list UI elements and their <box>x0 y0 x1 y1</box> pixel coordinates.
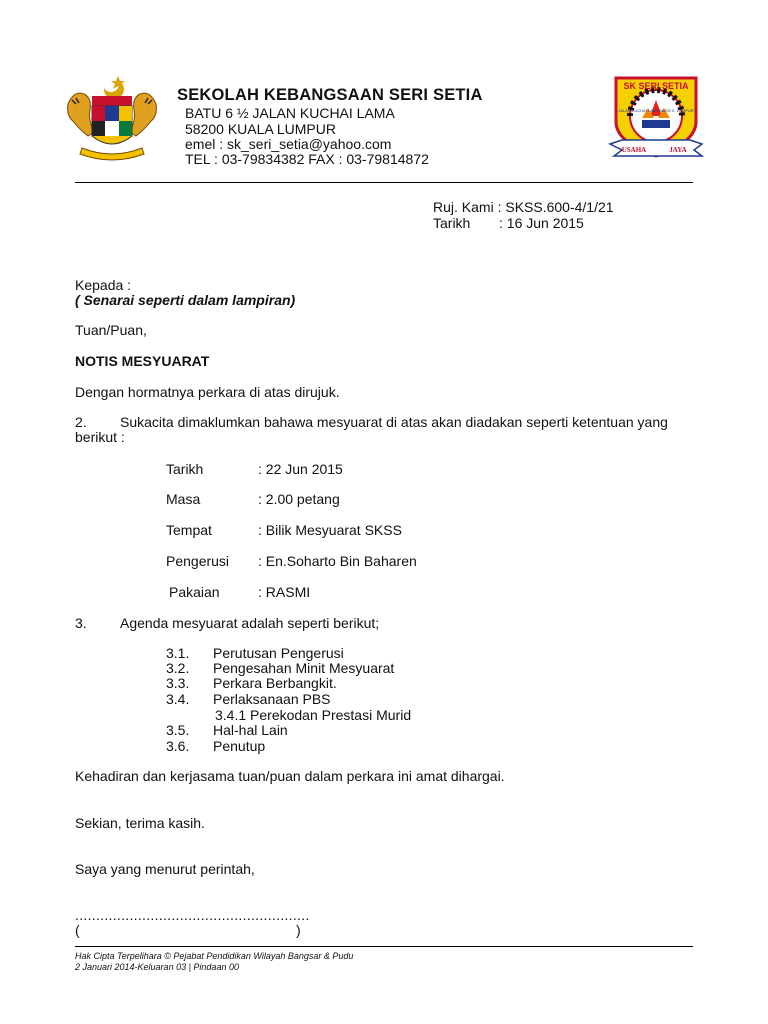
appreciation-text: Kehadiran dan kerjasama tuan/puan dalam perkara ini amat dihargai. <box>75 768 505 784</box>
footer-copyright: Hak Cipta Terpelihara © Pejabat Pendidikan Wilayah Bangsar & Pudu <box>75 951 354 961</box>
signature-line: ........................................................ <box>75 907 310 923</box>
ruj-label: Ruj. Kami <box>433 199 494 215</box>
recipient-value: ( Senarai seperti dalam lampiran) <box>75 292 296 308</box>
detail-row <box>166 553 417 569</box>
detail-value: : RASMI <box>258 584 311 600</box>
agenda-item <box>166 722 288 738</box>
agenda-text: Penutup <box>213 738 266 754</box>
detail-label: Tarikh <box>166 461 204 477</box>
email-line: emel : sk_seri_setia@yahoo.com <box>185 136 392 152</box>
reference-date <box>433 215 584 231</box>
header-divider <box>75 182 693 183</box>
address-line-1: BATU 6 ½ JALAN KUCHAI LAMA <box>185 105 395 121</box>
address-line-2: 58200 KUALA LUMPUR <box>185 121 336 137</box>
ruj-value: : SKSS.600-4/1/21 <box>497 199 614 215</box>
agenda-number: 3.3. <box>166 675 190 691</box>
thanks-text: Sekian, terima kasih. <box>75 815 205 831</box>
school-logo <box>606 72 706 164</box>
detail-label: Pengerusi <box>166 553 230 569</box>
detail-label: Tempat <box>166 522 212 538</box>
para3-number: 3. <box>75 615 87 631</box>
agenda-text: Perlaksanaan PBS <box>213 691 331 707</box>
footer-version: 2 Januari 2014-Keluaran 03 | Pindaan 00 <box>75 962 239 972</box>
para2-line1: Sukacita dimaklumkan bahawa mesyuarat di atas akan diadakan seperti ketentuan yang <box>120 414 668 430</box>
agenda-subitem <box>215 707 411 723</box>
para2-number: 2. <box>75 414 87 430</box>
footer-divider <box>75 946 693 947</box>
logo-ribbon-right: JAYA <box>669 146 687 154</box>
agenda-item <box>166 645 344 661</box>
detail-value: : Bilik Mesyuarat SKSS <box>258 522 402 538</box>
agenda-item <box>166 738 265 754</box>
reference-date-label: Tarikh <box>433 215 471 231</box>
agenda-number: 3.6. <box>166 738 190 754</box>
agenda-number: 3.2. <box>166 660 190 676</box>
reference-date-value: : 16 Jun 2015 <box>499 215 584 231</box>
reference-ruj <box>433 199 614 215</box>
salutation: Tuan/Puan, <box>75 322 147 338</box>
detail-row <box>166 522 402 538</box>
detail-row <box>166 461 343 477</box>
school-name: SEKOLAH KEBANGSAAN SERI SETIA <box>177 86 483 104</box>
agenda-number: 3.1. <box>166 645 190 661</box>
agenda-number: 3.4. <box>166 691 190 707</box>
agenda-text: Perutusan Pengerusi <box>213 645 344 661</box>
detail-value: : 22 Jun 2015 <box>258 461 343 477</box>
logo-ring-text: JALAN KUCHAI LAMA 58200 K. LUMPUR <box>618 108 694 113</box>
detail-row <box>169 584 310 600</box>
logo-ribbon-left: USAHA <box>621 146 647 154</box>
detail-row <box>166 491 340 507</box>
sign-off-text: Saya yang menurut perintah, <box>75 861 255 877</box>
agenda-item <box>166 675 337 691</box>
detail-label: Pakaian <box>169 584 220 600</box>
agenda-text: Pengesahan Minit Mesyuarat <box>213 660 395 676</box>
phone-fax-line: TEL : 03-79834382 FAX : 03-79814872 <box>185 151 429 167</box>
detail-label: Masa <box>166 491 201 507</box>
intro-paragraph: Dengan hormatnya perkara di atas dirujuk. <box>75 384 340 400</box>
logo-top-text: SK SERI SETIA <box>623 81 689 91</box>
para2-line2: berikut : <box>75 429 125 445</box>
name-open-paren: ( <box>75 922 80 938</box>
agenda-subitem-text: 3.4.1 Perekodan Prestasi Murid <box>215 707 412 723</box>
agenda-text: Perkara Berbangkit. <box>213 675 337 691</box>
detail-value: : 2.00 petang <box>258 491 340 507</box>
agenda-item <box>166 660 394 676</box>
national-crest <box>60 74 164 162</box>
recipient-label: Kepada : <box>75 277 132 293</box>
agenda-text: Hal-hal Lain <box>213 722 288 738</box>
name-close-paren: ) <box>296 922 301 938</box>
detail-value: : En.Soharto Bin Baharen <box>258 553 417 569</box>
agenda-item <box>166 691 331 707</box>
letter-title: NOTIS MESYUARAT <box>75 353 210 369</box>
agenda-number: 3.5. <box>166 722 190 738</box>
para3-text: Agenda mesyuarat adalah seperti berikut; <box>120 615 380 631</box>
